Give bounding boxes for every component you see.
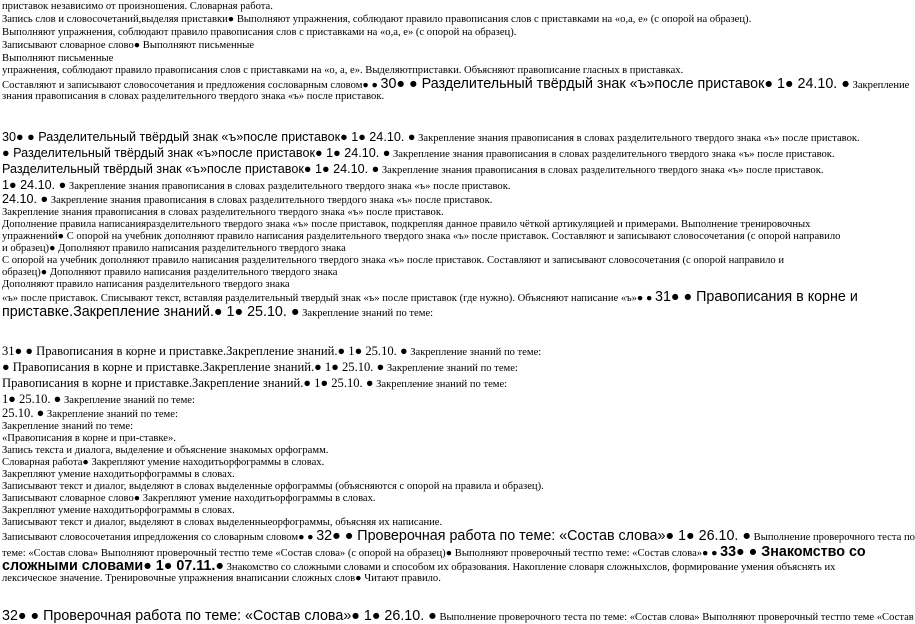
line-tail: Закрепление знаний по теме: [299,308,434,319]
lesson-heading: 1● 25.10. ● [2,392,62,406]
lesson-heading: Разделительный твёрдый знак «ъ»после приставок● 1● 24.10. ● [2,162,380,176]
text-line: приставок независимо от произношения. Словарная работа. [2,1,273,12]
text-line [2,360,812,375]
text-line: Закрепляют умение находитьорфограммы в словах. [2,505,235,516]
text-line: Дополняют правило написания разделительного твердого знака [2,279,290,290]
line-tail: Закрепление знаний по теме: [61,395,195,406]
line-tail: Закрепление знания правописания в словах разделительного твердого знака «ъ» после приставок. [390,149,835,160]
line-tail: Закрепление знаний по теме: [44,409,178,420]
lesson-heading: 33● ● Знакомство со [720,544,866,560]
text-line: и образец)● Дополняют правило написания разделительного твердого знака [2,243,346,254]
text-line: знания правописания в словах разделительного твердого знака «ъ» после приставок. [2,91,385,102]
text-line: «Правописания в корне и при-ставке». [2,433,176,444]
text-line [2,178,812,193]
text-line: Закрепление знания правописания в словах разделительного твердого знака «ъ» после приставок. [2,207,444,218]
text-line [2,130,860,145]
text-line: упражнений● С опорой на учебник дополняют правило написания разделительного твердого знака «ъ» после приставок. Составляют и записывают словосочетания (с опорой направило [2,231,841,242]
line-tail: Выполнение проверочного теста по теме: «Состав слова» Выполняют проверочный тестпо теме «Состав [436,612,914,623]
line-tail: Закрепление знания правописания в словах разделительного твердого знака «ъ» после приставок. [415,133,860,144]
text-line: Записывают словарное слово● Выполняют письменные [2,40,255,51]
lesson-heading: 32● ● Проверочная работа по теме: «Состав слова»● 1● 26.10. ● [316,528,751,544]
line-tail: Закрепление знаний по теме: [373,379,508,390]
lesson-heading: сложными словами● 1● 07.11.● [2,558,224,574]
text-line: Закрепляют умение находитьорфограммы в словах. [2,469,235,480]
text-line: лексическое значение. Тренировочные упражнения внаписании сложных слов● Читают правило. [2,573,441,584]
text-line [2,162,824,177]
lesson-heading: 31● ● Правописания в корне и приставке.Закрепление знаний.● 1● 25.10. ● [2,344,408,358]
text-line [2,192,812,207]
text-line: Словарная работа● Закрепляют умение находитьорфограммы в словах. [2,457,325,468]
lesson-heading: 1● 24.10. ● [2,178,67,192]
text-line: Запись текста и диалога, выделение и объяснение знакомых орфограмм. [2,445,329,456]
line-tail: Закрепление знания правописания в словах разделительного твердого знака «ъ» после приставок. [48,195,493,206]
line-lead: Записывают словосочетания ипредложения со словарным словом● ● [2,532,317,543]
text-line [2,146,835,161]
text-line [2,392,812,407]
text-line: упражнения, соблюдают правило правописания слов с приставками на «о, а, е». Выделяютприставки. Объясняют правописание гласных в приставках. [2,65,684,76]
text-line: Выполняют упражнения, соблюдают правило правописания слов с приставками на «о,а, е» (с опорой на образец). [2,27,517,38]
text-line: Запись слов и словосочетаний,выделяя приставки● Выполняют упражнения, соблюдают правило правописания слов с приставками на «о,а, е» (с опорой на образец). [2,14,752,25]
lesson-heading: Правописания в корне и приставке.Закрепление знаний.● 1● 25.10. ● [2,376,374,390]
text-line: образец)● Дополняют правило написания разделительного твердого знака [2,267,338,278]
line-tail: Закрепление знаний по теме: [407,347,542,358]
lesson-heading: 24.10. ● [2,192,49,206]
text-line [2,406,812,421]
line-tail: Закрепление знания правописания в словах разделительного твердого знака «ъ» после приставок. [379,165,824,176]
line-tail: Выполнение проверочного теста по [750,532,915,543]
text-line: Закрепление знаний по теме: [2,421,134,432]
line-tail: Закрепление [849,80,910,91]
line-lead: «ъ» после приставок. Списывают текст, вставляя разделительный твердый знак «ъ» после приставок (где нужно). Объясняют написание «ъ»● ● [2,293,656,304]
text-line [2,376,812,391]
line-lead: теме: «Состав слова» Выполняют проверочный тестпо теме «Состав слова» (с опорой на образец)● Выполняют проверочный тестпо теме: «Состав слова»● ● [2,548,721,559]
lesson-heading: 25.10. ● [2,406,45,420]
line-tail: Закрепление знаний по теме: [384,363,518,374]
text-line [2,344,812,359]
text-line [2,304,812,320]
lesson-heading: 32● ● Проверочная работа по теме: «Состав слова»● 1● 26.10. ● [2,608,437,624]
text-line: Записывают текст и диалог, выделяют в словах выделенные орфограммы (объясняются с опорой на правила и образец). [2,481,544,492]
text-line [2,528,915,544]
text-line: Записывают текст и диалог, выделяют в словах выделенныеорфограммы, объясняя их написание. [2,517,443,528]
text-line: Выполняют письменные [2,53,114,64]
text-line: Дополнение правила написанияразделительного твердого знака «ъ» после приставок, подкрепляя данное правило чёткой артикуляцией и примерами. Выполнение тренировочных [2,219,811,230]
lesson-heading: ● Правописания в корне и приставке.Закрепление знаний.● 1● 25.10. ● [2,360,385,374]
lesson-heading: 30● ● Разделительный твёрдый знак «ъ»после приставок● 1● 24.10. ● [380,76,850,92]
lesson-heading: приставке.Закрепление знаний.● 1● 25.10. ● [2,304,300,320]
text-line: С опорой на учебник дополняют правило написания разделительного твердого знака «ъ» после приставок. Составляют и записывают словосочетания (с опорой направило и [2,255,785,266]
lesson-heading: 31● ● Правописания в корне и [655,289,858,305]
text-line [2,608,914,624]
lesson-heading: 30● ● Разделительный твёрдый знак «ъ»после приставок● 1● 24.10. ● [2,130,416,144]
line-tail: Знакомство со сложными словами и способом их образования. Накопление словаря сложныхслов, формирование умения объяснять их [223,562,836,573]
line-lead: Составляют и записывают словосочетания и предложения сословарным словом● ● [2,80,381,91]
line-tail: Закрепление знания правописания в словах разделительного твердого знака «ъ» после приставок. [66,181,511,192]
text-line: Записывают словарное слово● Закрепляют умение находитьорфограммы в словах. [2,493,376,504]
lesson-heading: ● Разделительный твёрдый знак «ъ»после приставок● 1● 24.10. ● [2,146,391,160]
text-line [2,289,858,305]
